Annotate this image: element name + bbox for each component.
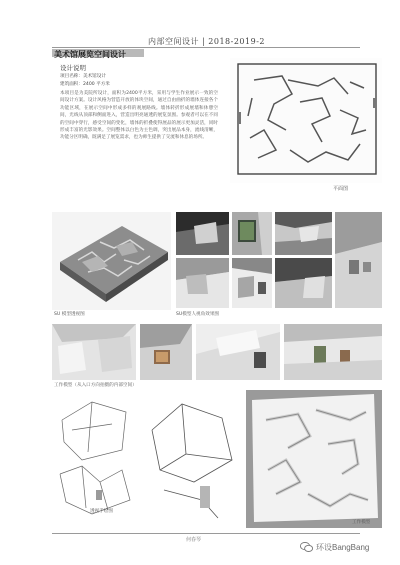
footer-divider — [52, 533, 360, 534]
header-divider — [52, 47, 360, 48]
render-7 — [335, 212, 382, 308]
watermark-text: 环设BangBang — [316, 542, 370, 552]
su-model-caption: SU 模型透视图 — [54, 312, 85, 317]
floor-plan-caption: 平面图 — [333, 186, 349, 192]
building-area: 建筑面积：2400 平方米 — [60, 82, 110, 87]
render-1 — [176, 212, 229, 255]
render-6 — [275, 258, 332, 308]
render-3 — [275, 212, 332, 255]
model-photo-3 — [196, 324, 280, 380]
model-photo-4 — [284, 324, 382, 380]
wechat-icon — [300, 542, 313, 552]
model-photo-2 — [140, 324, 192, 380]
work-model-caption: 工作模型（从入口方向拍摄的内部空间） — [54, 383, 137, 388]
su-interior-caption: SU模型人视角效果图 — [176, 312, 220, 317]
project-name: 项目名称：美术馆设计 — [60, 74, 106, 79]
floor-plan — [230, 58, 382, 183]
page-title: 美术馆展览空间设计 — [54, 50, 126, 59]
model-plan-caption: 工作模型 — [352, 520, 371, 525]
watermark — [300, 540, 369, 554]
su-model-image — [52, 212, 171, 310]
page-header — [0, 36, 400, 48]
model-photo-1 — [52, 324, 136, 380]
render-2 — [232, 212, 272, 255]
design-description: 本项目是为美院所设计，面积为2400平方米，采用与学生作业展示一致的空间设计方案。设计风格为营造开放的体块空间，通过自由曲折的墙体连接各个功能区域，在展示空间中形成多样的观展路线。墙体转折形成展墙和休憩空间，光线从顶部和侧面进入，营造出明亮通透的展览氛围。参观者可以在不同的空间中穿行，感受空间的变化，墙体的折叠使得展品的展示更加灵活，同时形成丰富的光影效果。空间整体以白色为主色调，突出展品本身，流线清晰，功能分区明确，既满足了展览需求，也为师生提供了交流和休息的场所。 — [60, 91, 218, 141]
author-name: 何春琴 — [186, 537, 202, 543]
header-text: 内部空间设计 | 2018-2019-2 — [148, 37, 265, 46]
render-5 — [232, 258, 272, 308]
section-subtitle: 设计说明 — [60, 64, 86, 72]
sketch-2 — [142, 390, 242, 528]
sketch-caption: 透视手绘图 — [90, 509, 113, 514]
render-4 — [176, 258, 229, 308]
model-plan-photo — [246, 390, 382, 528]
